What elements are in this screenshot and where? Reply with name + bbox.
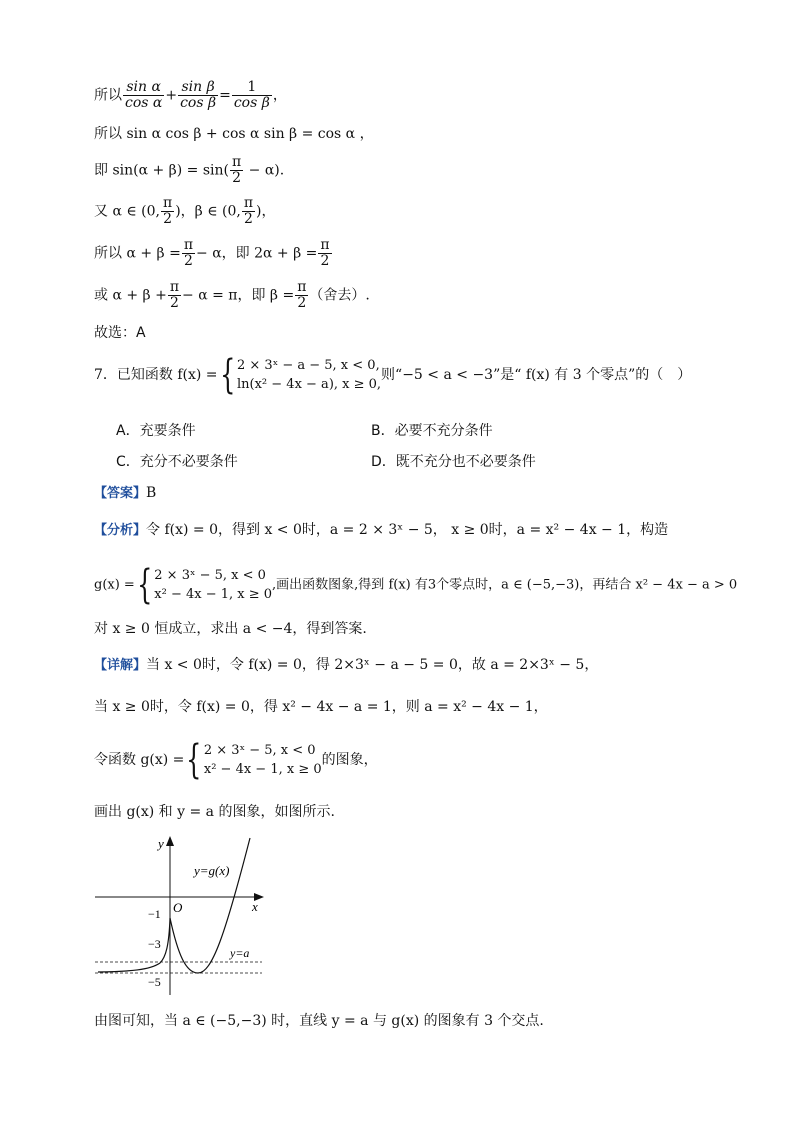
y-axis-label: y: [158, 836, 164, 851]
answer-value: B: [146, 485, 157, 501]
option-d[interactable]: D．既不充分也不必要条件: [371, 454, 536, 470]
curve-label: y=g(x): [194, 863, 230, 878]
step-sum-formula: 所以 sin α cos β + cos α sin β = cos α ，: [94, 126, 374, 142]
text: 又 α ∈ (0,: [94, 203, 160, 220]
fraction: [178, 80, 218, 111]
step-case-one: [94, 238, 333, 269]
detail-text: 当 x < 0时，令 f(x) = 0，得 2×3ˣ − a − 5 = 0，故 a = 2×3ˣ − 5，: [146, 657, 599, 673]
text: )，: [256, 203, 276, 220]
detail-line: [94, 656, 598, 675]
operator: =: [219, 87, 231, 104]
brace: {: [219, 352, 235, 398]
denominator: 2: [169, 295, 179, 311]
x-axis-label: x: [252, 899, 258, 914]
tick-neg1: −1: [148, 907, 161, 921]
tick-neg3: −3: [148, 937, 161, 951]
numerator: π: [232, 154, 242, 170]
denominator: cos β: [180, 95, 217, 111]
brace: {: [136, 562, 153, 608]
numerator: π: [320, 237, 330, 253]
fraction: [123, 80, 164, 111]
text: 所以 α + β =: [94, 245, 181, 262]
step-case-two: [94, 280, 370, 311]
numerator: sin β: [178, 80, 218, 96]
piecewise: [154, 566, 272, 604]
analysis-text: 令 f(x) = 0，得到 x < 0时，a = 2 × 3ˣ − 5， x ≥ 0时，a = x² − 4x − 1，构造: [146, 522, 669, 538]
denominator: 2: [183, 253, 193, 269]
text: g(x) =: [94, 577, 135, 593]
denominator: 2: [297, 295, 307, 311]
fraction: [295, 280, 308, 311]
text: 或 α + β +: [94, 287, 167, 304]
numerator: π: [243, 195, 254, 211]
step-domain: [94, 196, 276, 227]
piecewise: [204, 741, 322, 779]
numerator: π: [169, 279, 180, 295]
denominator: cos β: [233, 95, 270, 111]
case: x² − 4x − 1, x ≥ 0: [154, 587, 273, 602]
answer-tag: 【答案】: [94, 486, 147, 501]
text: 7．已知函数 f(x) =: [94, 367, 218, 383]
detail-line-3: [94, 737, 378, 783]
brace: {: [186, 737, 202, 783]
text: （舍去）.: [309, 287, 370, 304]
denominator: 2: [320, 253, 330, 269]
text: − α = π，即 β =: [182, 287, 295, 304]
text: 即 sin(α + β) = sin(: [94, 162, 230, 179]
step-ratio-equation: [94, 80, 287, 111]
text: ，: [272, 87, 287, 104]
numerator: π: [183, 237, 194, 253]
condition-line: 对 x ≥ 0 恒成立，求出 a < −4，得到答案.: [94, 621, 367, 637]
denominator: 2: [243, 211, 253, 227]
fraction: [182, 238, 195, 269]
case: ln(x² − 4x − a), x ≥ 0,: [237, 377, 382, 392]
case: 2 × 3ˣ − a − 5, x < 0,: [237, 358, 380, 373]
fraction: [168, 280, 181, 311]
numerator: sin α: [123, 80, 164, 96]
line-label: y=a: [230, 946, 250, 960]
numerator: 1: [232, 80, 272, 96]
step-sine-equality: [94, 155, 284, 186]
analysis-tag: 【分析】: [94, 523, 147, 538]
text: 则“−5 < a < −3”是“ f(x) 有 3 个零点”的（ ）: [381, 367, 692, 383]
origin-label: O: [173, 900, 183, 915]
case: x² − 4x − 1, x ≥ 0: [203, 762, 322, 777]
denominator: 2: [163, 211, 173, 227]
fraction: [318, 238, 331, 269]
text: − α，即 2α + β =: [196, 245, 318, 262]
denominator: 2: [232, 170, 242, 186]
conclusion-line: 由图可知，当 a ∈ (−5,−3) 时，直线 y = a 与 g(x) 的图象有 3 个交点.: [94, 1013, 544, 1029]
text: 的图象，: [321, 752, 378, 768]
tick-neg5: −5: [148, 975, 161, 989]
text: ,画出函数图象,得到 f(x) 有3个零点时，a ∈ (−5,−3)，再结合 x² − 4x − a > 0: [272, 577, 738, 593]
case: 2 × 3ˣ − 5, x < 0: [154, 568, 266, 583]
fraction: [161, 196, 174, 227]
fraction: [230, 155, 243, 186]
denominator: cos α: [125, 95, 163, 111]
detail-line-2: 当 x ≥ 0时，令 f(x) = 0，得 x² − 4x − a = 1，则 a = x² − 4x − 1，: [94, 699, 548, 715]
analysis-line: [94, 521, 668, 540]
detail-tag: 【详解】: [94, 658, 147, 673]
numerator: π: [163, 195, 173, 211]
text: − α).: [244, 162, 285, 179]
option-b[interactable]: B．必要不充分条件: [371, 423, 493, 439]
final-choice: 故选：A: [94, 325, 146, 341]
text: )，β ∈ (0,: [175, 203, 241, 220]
numerator: π: [297, 279, 307, 295]
option-c[interactable]: C．充分不必要条件: [116, 454, 238, 470]
detail-line-4: 画出 g(x) 和 y = a 的图象，如图所示.: [94, 804, 335, 820]
g-definition: [94, 562, 738, 608]
case: 2 × 3ˣ − 5, x < 0: [203, 743, 316, 758]
piecewise: [237, 356, 381, 394]
text: 所以: [94, 87, 122, 104]
y-axis-arrow: [166, 836, 174, 846]
text: 令函数 g(x) =: [94, 752, 185, 768]
fraction: [242, 196, 255, 227]
answer-line: [94, 484, 156, 503]
fraction: [232, 80, 272, 111]
question-7: [94, 352, 692, 398]
function-graph: [90, 830, 290, 1000]
operator: +: [165, 87, 178, 104]
option-a[interactable]: A．充要条件: [116, 423, 196, 439]
